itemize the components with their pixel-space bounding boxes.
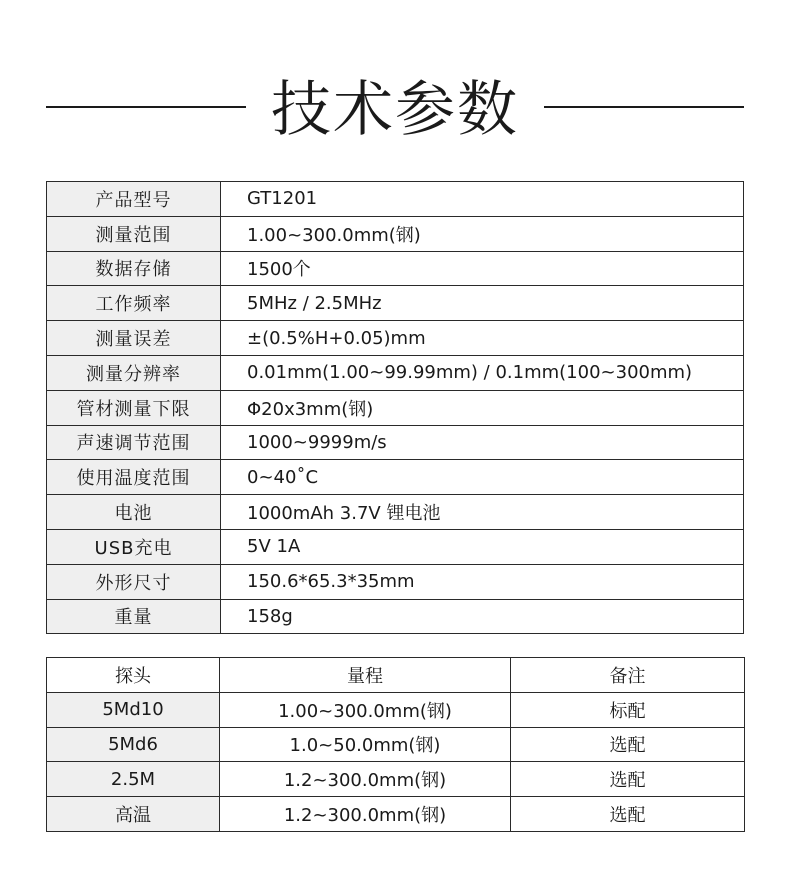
spec-label: 产品型号: [47, 182, 221, 217]
spec-label: 测量分辨率: [47, 355, 221, 390]
spec-value: 0.01mm(1.00~99.99mm) / 0.1mm(100~300mm): [221, 355, 744, 390]
spec-label: 重量: [47, 599, 221, 634]
probe-note: 选配: [511, 762, 745, 797]
table-row: [47, 599, 744, 634]
probe-model: 高温: [47, 797, 220, 832]
spec-label: 管材测量下限: [47, 390, 221, 425]
column-header-note: 备注: [511, 658, 745, 693]
table-row: [47, 286, 744, 321]
spec-table: [46, 181, 744, 634]
probe-range: 1.2~300.0mm(钢): [220, 762, 511, 797]
table-row: [47, 425, 744, 460]
probe-model: 2.5M: [47, 762, 220, 797]
spec-label: 数据存储: [47, 251, 221, 286]
spec-value: 1.00~300.0mm(钢): [221, 216, 744, 251]
table-row: [47, 564, 744, 599]
probe-table: [46, 657, 745, 832]
spec-value: 1000mAh 3.7V 锂电池: [221, 495, 744, 530]
title-section: [0, 70, 790, 150]
probe-range: 1.0~50.0mm(钢): [220, 727, 511, 762]
spec-value: Φ20x3mm(钢): [221, 390, 744, 425]
spec-label: 测量误差: [47, 321, 221, 356]
table-row: [47, 355, 744, 390]
probe-note: 选配: [511, 797, 745, 832]
spec-value: 5V 1A: [221, 529, 744, 564]
table-row: [47, 390, 744, 425]
table-row: [47, 762, 745, 797]
spec-value: 0~40˚C: [221, 460, 744, 495]
probe-note: 选配: [511, 727, 745, 762]
probe-range: 1.00~300.0mm(钢): [220, 692, 511, 727]
spec-value: 1000~9999m/s: [221, 425, 744, 460]
spec-label: USB充电: [47, 529, 221, 564]
table-row: [47, 692, 745, 727]
probe-model: 5Md10: [47, 692, 220, 727]
column-header-probe: 探头: [47, 658, 220, 693]
title-divider-left: [46, 106, 246, 108]
spec-value: GT1201: [221, 182, 744, 217]
table-row: [47, 529, 744, 564]
column-header-range: 量程: [220, 658, 511, 693]
table-row: [47, 460, 744, 495]
table-row: [47, 321, 744, 356]
table-row: [47, 797, 745, 832]
table-header-row: [47, 658, 745, 693]
spec-label: 使用温度范围: [47, 460, 221, 495]
probe-note: 标配: [511, 692, 745, 727]
spec-label: 外形尺寸: [47, 564, 221, 599]
spec-value: 150.6*65.3*35mm: [221, 564, 744, 599]
table-row: [47, 251, 744, 286]
spec-value: ±(0.5%H+0.05)mm: [221, 321, 744, 356]
spec-label: 声速调节范围: [47, 425, 221, 460]
table-row: [47, 216, 744, 251]
table-row: [47, 727, 745, 762]
table-row: [47, 495, 744, 530]
probe-range: 1.2~300.0mm(钢): [220, 797, 511, 832]
spec-label: 测量范围: [47, 216, 221, 251]
spec-value: 158g: [221, 599, 744, 634]
spec-label: 电池: [47, 495, 221, 530]
table-row: [47, 182, 744, 217]
page-title: 技术参数: [271, 75, 519, 145]
probe-model: 5Md6: [47, 727, 220, 762]
spec-value: 1500个: [221, 251, 744, 286]
spec-value: 5MHz / 2.5MHz: [221, 286, 744, 321]
title-divider-right: [544, 106, 744, 108]
spec-label: 工作频率: [47, 286, 221, 321]
